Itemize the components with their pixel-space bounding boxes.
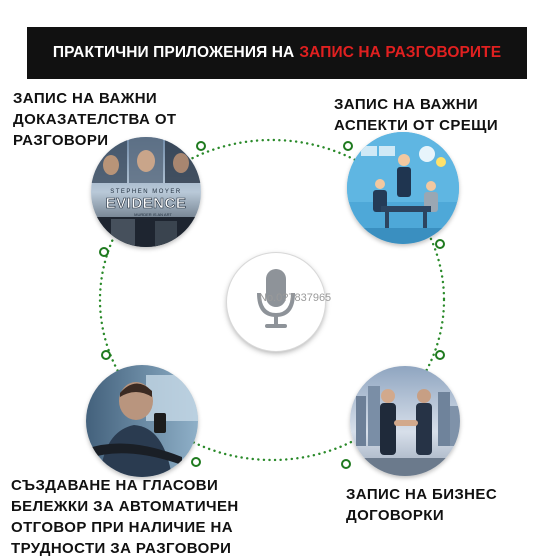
- label-line: ЗАПИС НА ВАЖНИ: [13, 90, 158, 107]
- label-line: АСПЕКТИ ОТ СРЕЩИ: [334, 117, 499, 134]
- label-evidence: [13, 88, 176, 151]
- label-meetings: [334, 94, 498, 136]
- meeting-illustration: [347, 132, 459, 244]
- label-voice-notes: [11, 475, 239, 559]
- poster-author: STEPHEN MOYER: [110, 189, 182, 195]
- ring-node: [192, 458, 200, 466]
- title-accent: ЗАПИС НА РАЗГОВОРИТЕ: [299, 44, 502, 61]
- label-line: СЪЗДАВАНЕ НА ГЛАСОВИ: [11, 477, 219, 494]
- ring-node: [197, 142, 205, 150]
- title-text: ПРАКТИЧНИ ПРИЛОЖЕНИЯ НА: [52, 44, 295, 61]
- label-line: ЗАПИС НА ВАЖНИ: [334, 96, 479, 113]
- ring-node: [436, 240, 444, 248]
- label-line: ОТГОВОР ПРИ НАЛИЧИЕ НА: [11, 519, 233, 536]
- handshake-photo: [350, 366, 460, 476]
- label-line: ДОГОВОРКИ: [346, 507, 444, 524]
- label-line: ДОКАЗАТЕЛСТВА ОТ: [13, 111, 177, 128]
- ring-node: [102, 351, 110, 359]
- ring-node: [342, 460, 350, 468]
- evidence-poster-photo: [91, 137, 201, 247]
- watermark-text: No.0?7837965: [259, 292, 332, 304]
- poster-tagline: MURDER IS AN ART: [134, 212, 172, 217]
- label-line: ТРУДНОСТИ ЗА РАЗГОВОРИ: [11, 540, 232, 557]
- driver-phone-photo: [86, 365, 198, 477]
- ring-node: [436, 351, 444, 359]
- ring-node: [100, 248, 108, 256]
- poster-title: EVIDENCE: [105, 195, 187, 212]
- label-business: [346, 484, 497, 526]
- label-line: РАЗГОВОРИ: [13, 132, 109, 149]
- label-line: БЕЛЕЖКИ ЗА АВТОМАТИЧЕН: [11, 498, 239, 515]
- label-line: ЗАПИС НА БИЗНЕС: [346, 486, 498, 503]
- ring-node: [344, 142, 352, 150]
